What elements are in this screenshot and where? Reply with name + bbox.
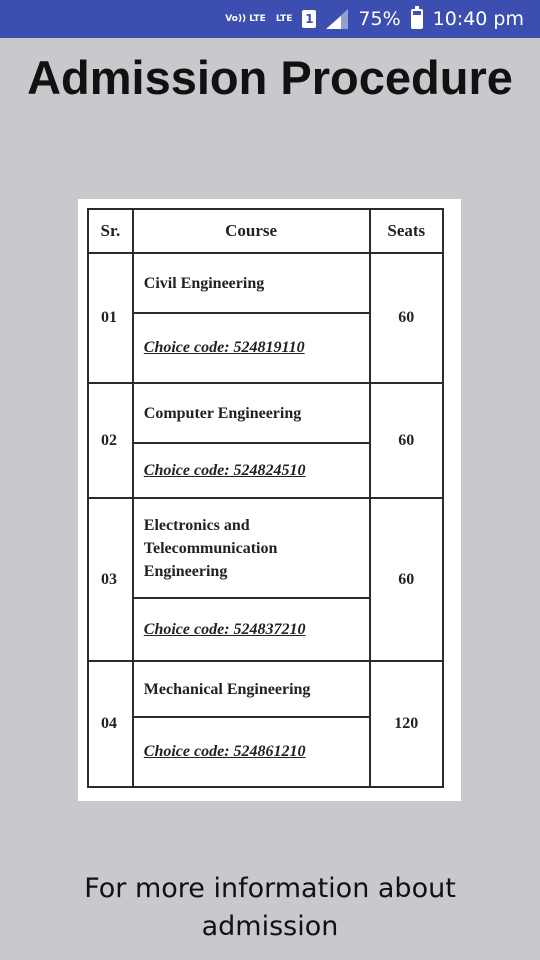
row-choice-code [133,443,370,498]
row-choice-code [133,598,370,661]
battery-icon [411,9,423,29]
clock: 10:40 pm [432,8,524,30]
row-seats: 60 [370,253,444,383]
page-title: Admission Procedure [27,51,513,104]
choice-code-text: Choice code: 524837210 [143,620,306,638]
sim-icon: 1 [302,10,316,28]
row-seats: 120 [370,661,444,787]
lte-indicator: LTE [275,13,293,24]
admission-table [87,208,444,788]
volte-indicator: Vo)) LTE [225,13,266,24]
table-row [88,498,443,598]
choice-code-text: Choice code: 524819110 [143,339,305,356]
row-seats: 60 [370,383,444,498]
table-header-row [88,209,443,253]
more-info-line-1: For more information about [84,873,456,904]
choice-code-text: Choice code: 524824510 [143,461,306,479]
row-sr: 02 [88,383,133,498]
row-course: Electronics and Telecommunication Engineering [133,498,370,598]
battery-percent: 75% [358,8,401,30]
row-sr: 03 [88,498,133,661]
signal-icon [326,9,348,29]
status-bar [0,0,540,38]
row-sr: 01 [88,253,133,383]
row-course: Computer Engineering [133,383,370,443]
row-course: Civil Engineering [133,253,370,313]
admission-table-image [78,199,461,801]
row-seats: 60 [370,498,444,661]
header-seats: Seats [370,209,444,253]
row-sr: 04 [88,661,133,787]
table-row [88,253,443,313]
more-info-link[interactable] [0,870,540,946]
row-choice-code [133,313,370,383]
row-choice-code [133,717,370,787]
header-sr: Sr. [88,209,133,253]
table-row [88,383,443,443]
more-info-line-2: admission [201,911,339,942]
choice-code-text: Choice code: 524861210 [143,743,306,760]
row-course: Mechanical Engineering [133,661,370,717]
table-row [88,661,443,717]
header-course: Course [133,209,370,253]
